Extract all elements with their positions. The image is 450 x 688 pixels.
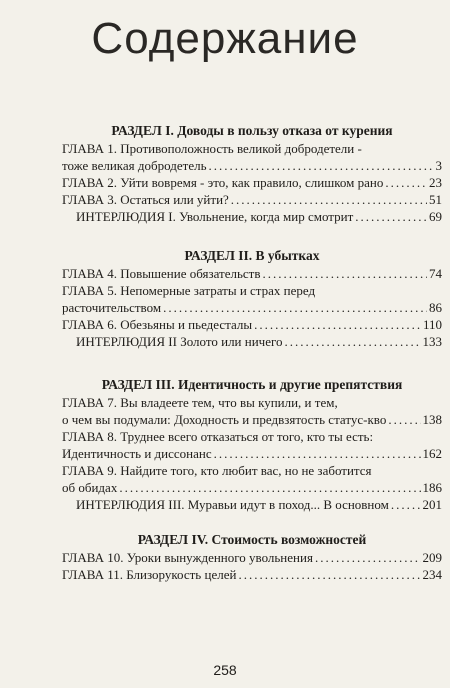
- toc-section-heading: РАЗДЕЛ III. Идентичность и другие препятствия: [101, 377, 403, 392]
- toc-entry-text: ГЛАВА 9. Найдите того, кто любит вас, но не заботится: [62, 463, 372, 478]
- toc-section-heading: РАЗДЕЛ IV. Стоимость возможностей: [137, 532, 367, 547]
- toc-entry-text: расточительством: [62, 300, 162, 315]
- toc-entry: [62, 428, 442, 462]
- toc-section-heading: РАЗДЕЛ II. В убытках: [184, 248, 320, 263]
- toc-leader-dots: [231, 191, 427, 208]
- toc-leader-dots: [315, 549, 421, 566]
- toc-entry-text: ГЛАВА 11. Близорукость целей: [62, 567, 237, 582]
- toc-page-number: 110: [422, 317, 442, 332]
- toc-leader-dots: [388, 411, 420, 428]
- toc-entry-text: ГЛАВА 6. Обезьяны и пьедесталы: [62, 317, 253, 332]
- toc-entry-text: ГЛАВА 4. Повышение обязательств: [62, 266, 261, 281]
- toc-leader-dots: [285, 333, 421, 350]
- toc-page-number: 186: [422, 480, 442, 495]
- toc-leader-dots: [163, 299, 427, 316]
- toc-entry: [62, 282, 442, 316]
- toc-leader-dots: [254, 316, 421, 333]
- toc-entry-text: ИНТЕРЛЮДИЯ I. Увольнение, когда мир смотрит: [76, 209, 354, 224]
- toc-entry: [62, 566, 442, 583]
- toc-page-number: 23: [429, 175, 442, 190]
- toc-entry-text: ИНТЕРЛЮДИЯ II Золото или ничего: [76, 334, 283, 349]
- toc-leader-dots: [391, 496, 421, 513]
- toc-entry-text: ГЛАВА 2. Уйти вовремя - это, как правило, слишком рано: [62, 175, 384, 190]
- toc-page-number: 86: [429, 300, 442, 315]
- toc-entry: [62, 265, 442, 282]
- toc-entry-text: ГЛАВА 3. Остаться или уйти?: [62, 192, 229, 207]
- toc-entry: [62, 191, 442, 208]
- toc-page-number: 69: [429, 209, 442, 224]
- toc-section: [62, 247, 442, 350]
- toc-entry: [62, 316, 442, 333]
- toc-entry: [62, 549, 442, 566]
- toc-page-number: 201: [422, 497, 442, 512]
- toc-page-number: 162: [422, 446, 442, 461]
- toc-entry: [62, 208, 442, 225]
- toc-entry-text: об обидах: [62, 480, 118, 495]
- toc-entry-text: ГЛАВА 1. Противоположность великой добродетели -: [62, 141, 362, 156]
- toc-entry-text: ГЛАВА 8. Труднее всего отказаться от того, кто ты есть:: [62, 429, 374, 444]
- toc-entry-text: о чем вы подумали: Доходность и предвзятость статус-кво: [62, 412, 387, 427]
- toc-entry-text: ГЛАВА 5. Непомерные затраты и страх перед: [62, 283, 316, 298]
- toc-page-number: 3: [435, 158, 442, 173]
- toc-entry-text: ГЛАВА 7. Вы владеете тем, что вы купили, и тем,: [62, 395, 338, 410]
- toc-page-number: 234: [422, 567, 442, 582]
- toc-leader-dots: [214, 445, 421, 462]
- toc-entry-text: ГЛАВА 10. Уроки вынужденного увольнения: [62, 550, 313, 565]
- toc-entry: [62, 496, 442, 513]
- page-number: 258: [213, 662, 237, 678]
- toc-entry-text: тоже великая добродетель: [62, 158, 207, 173]
- toc-leader-dots: [238, 566, 420, 583]
- toc-entry: [62, 394, 442, 428]
- toc-entry-text: ИНТЕРЛЮДИЯ III. Муравьи идут в поход... В основном: [76, 497, 389, 512]
- toc-entry: [62, 174, 442, 191]
- toc-entry: [62, 462, 442, 496]
- toc-entry-text: Идентичность и диссонанс: [62, 446, 212, 461]
- toc-section: [62, 531, 442, 583]
- toc-page-number: 138: [422, 412, 442, 427]
- toc-section: [62, 122, 442, 225]
- toc-section-heading: РАЗДЕЛ I. Доводы в пользу отказа от курения: [111, 123, 393, 138]
- toc-leader-dots: [263, 265, 427, 282]
- toc-leader-dots: [385, 174, 427, 191]
- toc-entry: [62, 140, 442, 174]
- toc-page-number: 133: [422, 334, 442, 349]
- toc-section: [62, 376, 442, 513]
- toc-page-number: 74: [429, 266, 442, 281]
- toc-leader-dots: [355, 208, 427, 225]
- toc-page-number: 51: [429, 192, 442, 207]
- toc-leader-dots: [209, 157, 434, 174]
- toc-leader-dots: [119, 479, 420, 496]
- toc-page-number: 209: [422, 550, 442, 565]
- page-title: Содержание: [91, 14, 359, 63]
- toc-entry: [62, 333, 442, 350]
